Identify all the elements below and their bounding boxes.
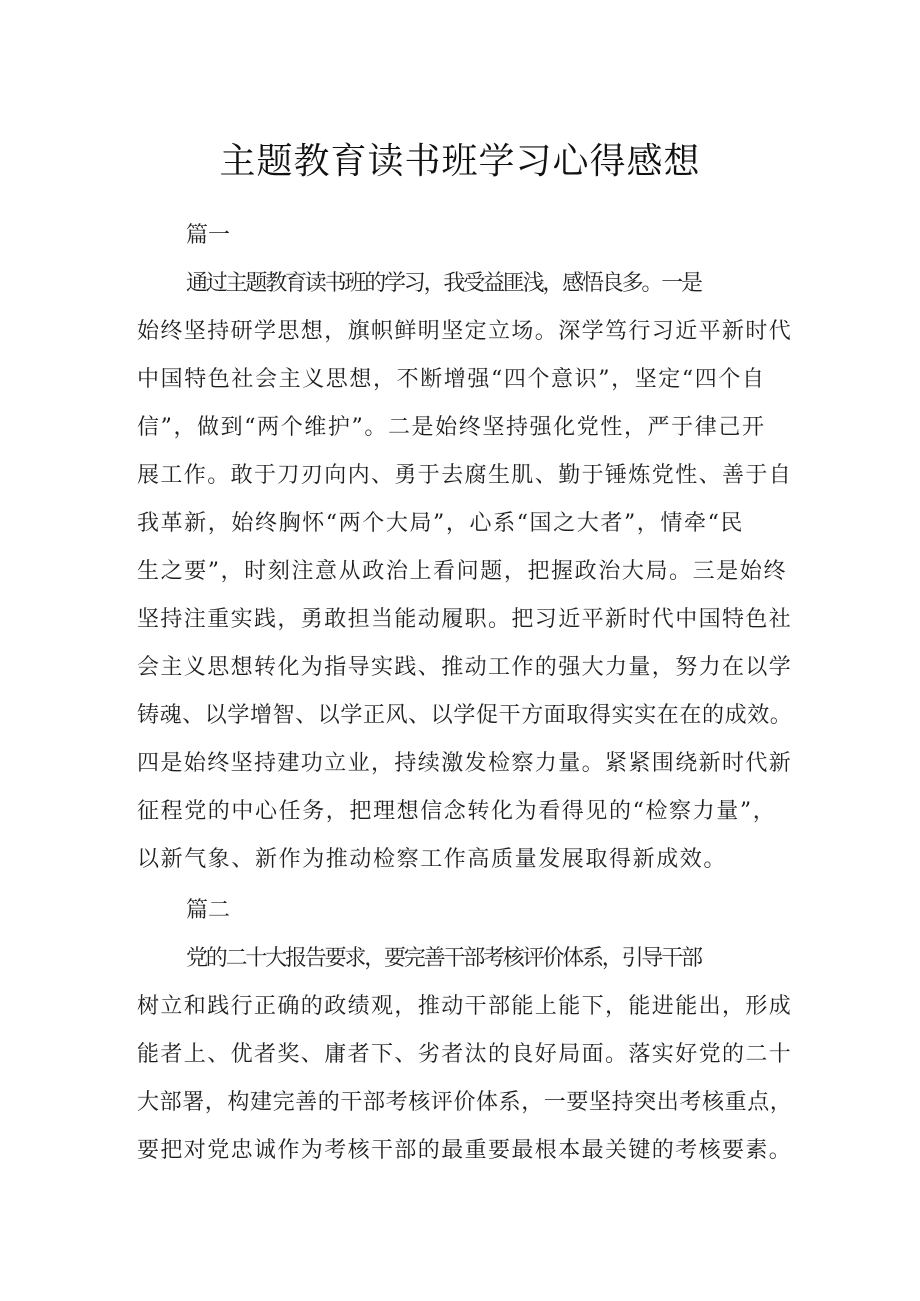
paragraph-line: 坚持注重实践，勇敢担当能动履职。把习近平新时代中国特色社 [137, 607, 793, 632]
paragraph-line: 要把对党忠诚作为考核干部的最重要最根本最关键的考核要素。 [137, 1138, 793, 1163]
paragraph-line: 我革新，始终胸怀“两个大局”，心系“国之大者”，情牵“民 [137, 511, 745, 536]
paragraph-line: 以新气象、新作为推动检察工作高质量发展取得新成效。 [137, 847, 728, 872]
paragraph-line: 能者上、优者奖、庸者下、劣者汰的良好局面。落实好党的二十 [137, 1042, 793, 1067]
paragraph-line: 中国特色社会主义思想，不断增强“四个意识”，坚定“四个自 [137, 367, 766, 392]
section-label-1: 篇一 [186, 223, 231, 248]
paragraph-line: 四是始终坚持建功立业，持续激发检察力量。紧紧围绕新时代新 [137, 751, 793, 776]
paragraph-line: 会主义思想转化为指导实践、推动工作的强大力量，努力在以学 [137, 655, 793, 680]
paragraph-line: 通过主题教育读书班的学习，我受益匪浅，感悟良多。一是 [186, 271, 701, 296]
paragraph-line: 大部署，构建完善的干部考核评价体系，一要坚持突出考核重点， [137, 1090, 793, 1115]
paragraph-line: 信”，做到“两个维护”。二是始终坚持强化党性，严于律己开 [137, 415, 766, 440]
paragraph-line: 树立和践行正确的政绩观，推动干部能上能下，能进能出，形成 [137, 994, 793, 1019]
paragraph-line: 铸魂、以学增智、以学正风、以学促干方面取得实实在在的成效。 [137, 703, 793, 728]
paragraph-line: 生之要”，时刻注意从政治上看问题，把握政治大局。三是始终 [137, 559, 788, 584]
paragraph-line: 党的二十大报告要求，要完善干部考核评价体系，引导干部 [186, 946, 701, 971]
paragraph-line: 展工作。敢于刀刃向内、勇于去腐生肌、勤于锤炼党性、善于自 [137, 463, 793, 488]
paragraph-line: 征程党的中心任务，把理想信念转化为看得见的“检察力量”， [137, 799, 777, 824]
document-title: 主题教育读书班学习心得感想 [219, 141, 701, 182]
section-label-2: 篇二 [186, 898, 231, 923]
paragraph-line: 始终坚持研学思想，旗帜鲜明坚定立场。深学笃行习近平新时代 [137, 319, 793, 344]
